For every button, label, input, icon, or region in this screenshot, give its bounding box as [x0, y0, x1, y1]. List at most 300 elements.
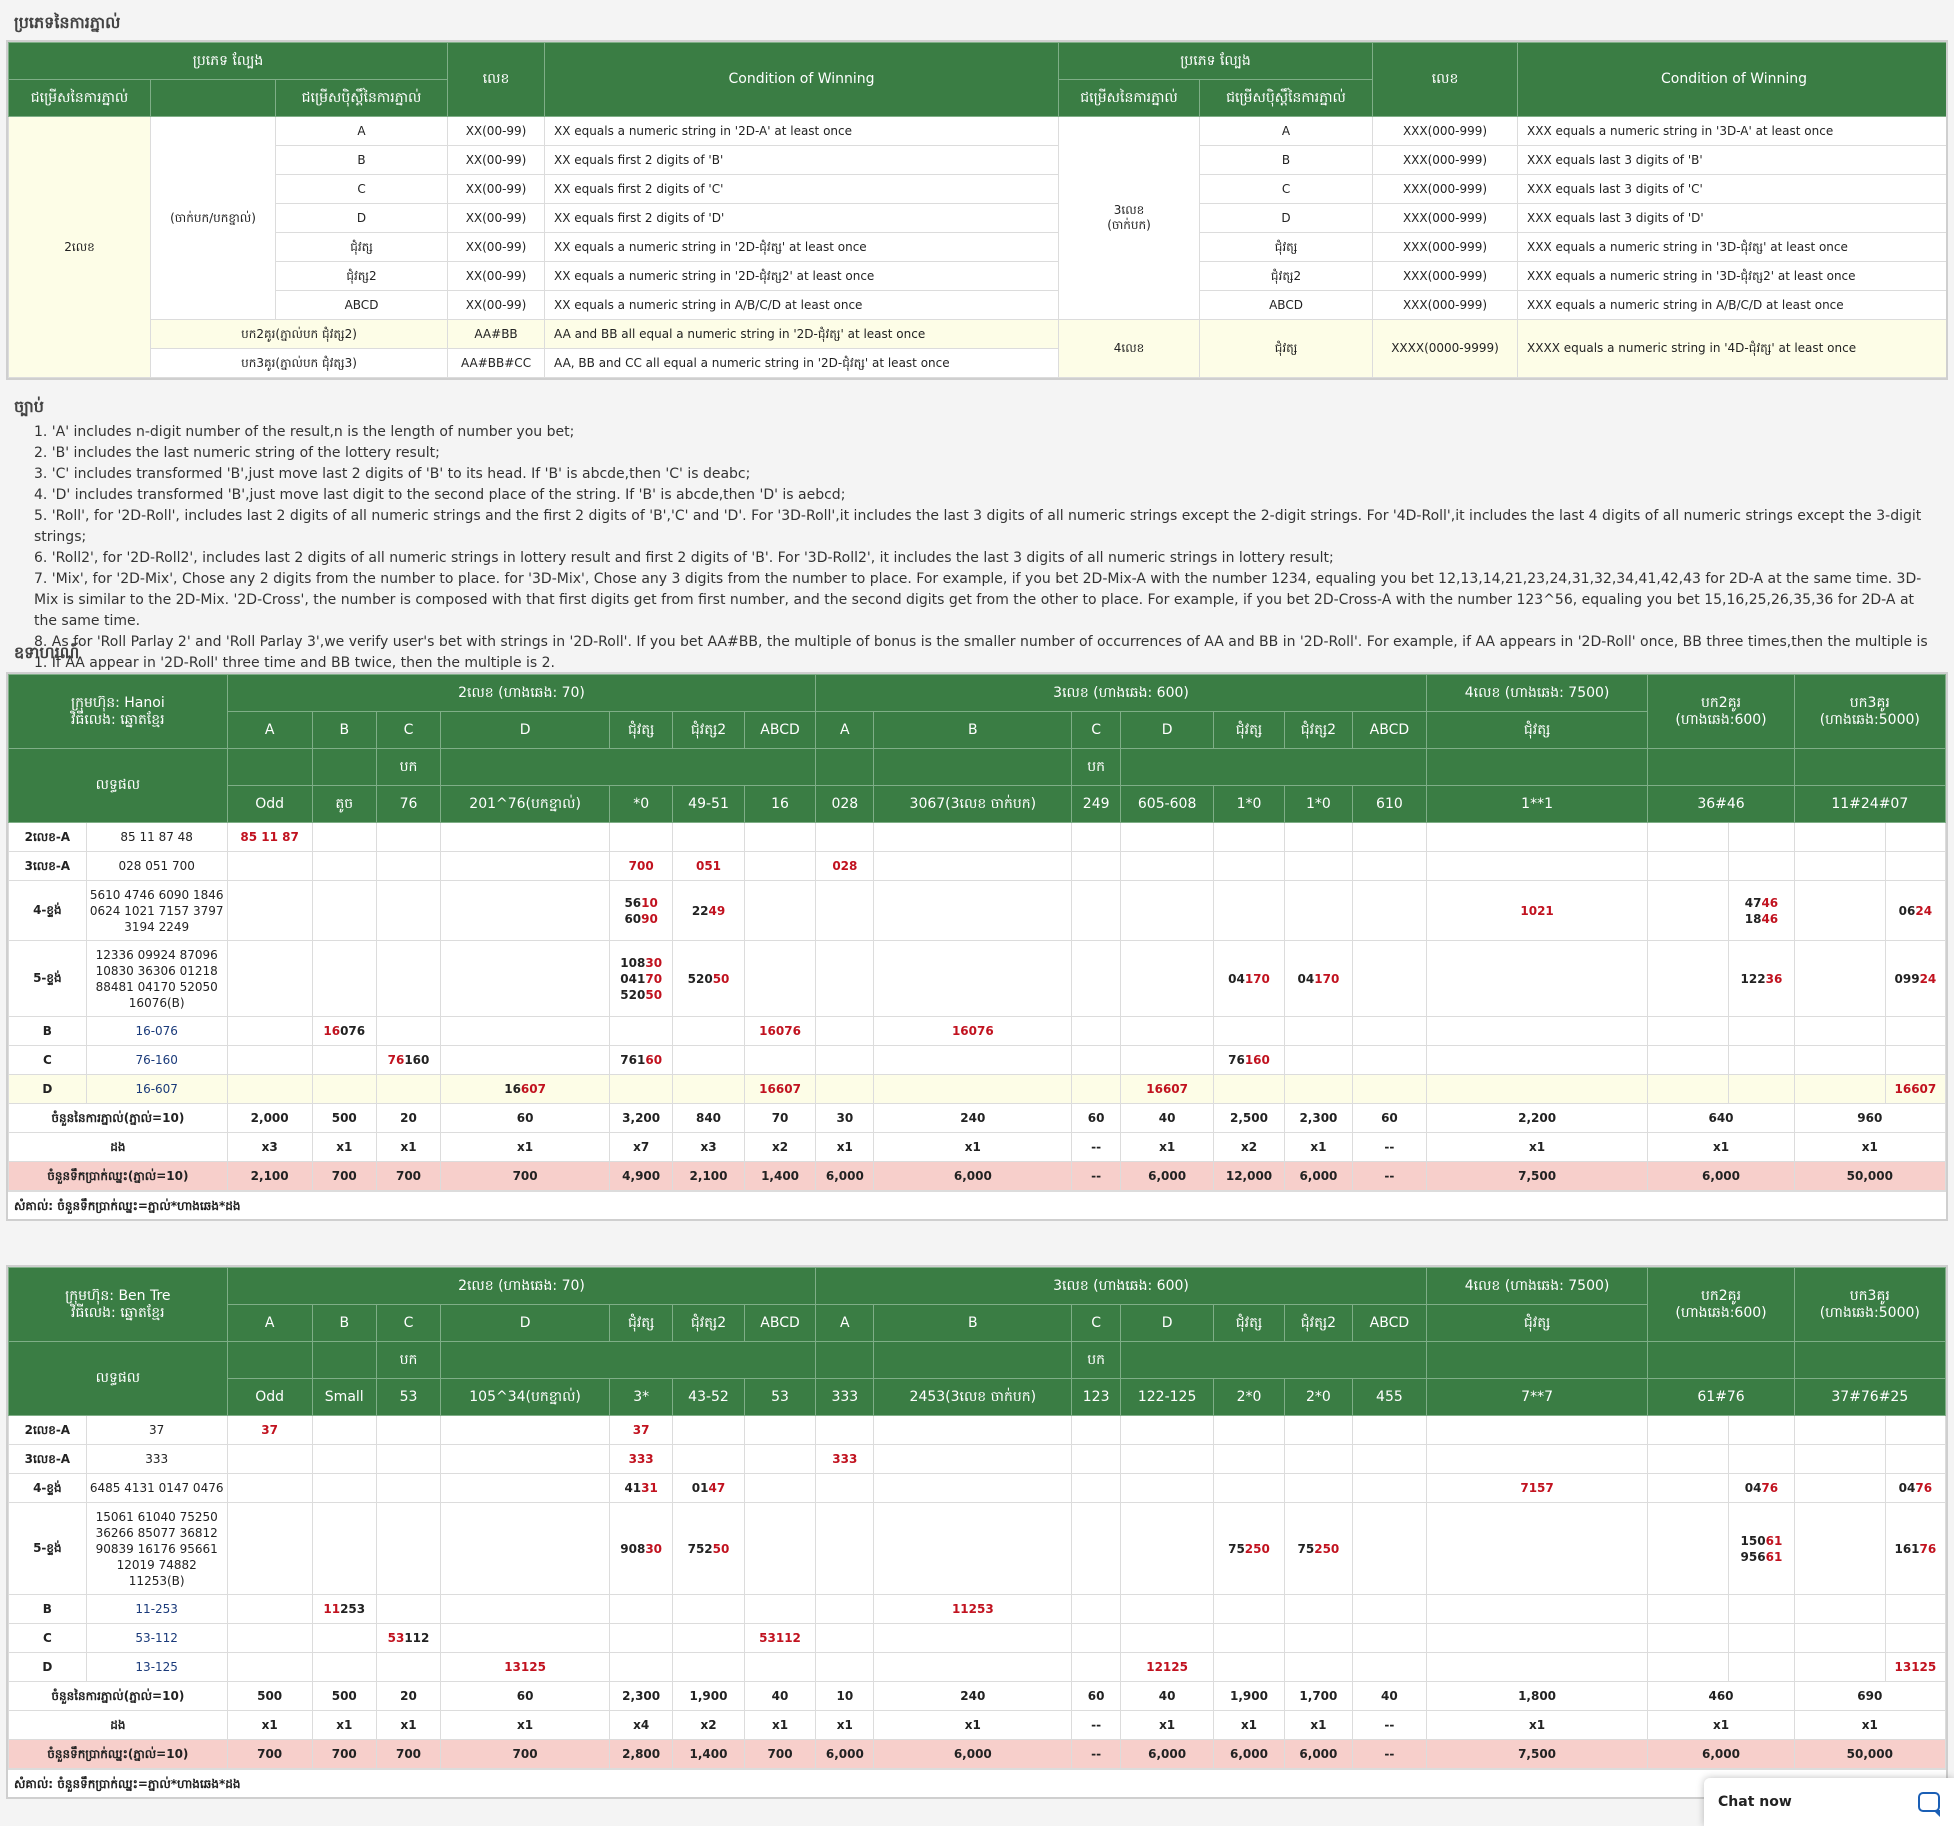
rule-item: 5. 'Roll', for '2D-Roll', includes last 2 digits of all numeric strings and the first 2 digits of 'B','C' and 'D'. For '3D-Roll',it includes the last 3 digits of all numeric strings except the 2-digit strings. For '4D-Roll',it includes the last 4 digits of all numeric strings except the 3-digit strings; — [34, 508, 1922, 545]
match-cell — [874, 1653, 1072, 1682]
match-cell — [673, 881, 745, 941]
match-cell — [1426, 1653, 1648, 1682]
company-name: Hanoi — [124, 694, 165, 711]
number-format-right: XXX(000-999) — [1373, 204, 1518, 233]
match-cell — [376, 1445, 440, 1474]
match-cell — [1729, 1046, 1794, 1075]
match-cell — [1072, 941, 1121, 1017]
number-format: XX(00-99) — [448, 146, 545, 175]
match-cell — [1214, 1624, 1284, 1653]
match-cell — [1426, 1075, 1648, 1104]
rule-item: 8. As for 'Roll Parlay 2' and 'Roll Parlay 3',we verify user's bet with strings in '2D-Roll'. If you bet AA#BB, the multiple of bonus is the smaller number of occurrences of AA and BB in '2D-Roll'. For example, if AA appears in '2D-Roll' once, BB three times,then the multiple is 1. If AA appear in '2D-Roll' three time and BB twice, then the multiple is 2. — [34, 634, 1928, 671]
digits: 04 — [1297, 971, 1315, 986]
result-line: 6485 4131 0147 0476 — [89, 1481, 224, 1495]
col-2d: D — [441, 712, 610, 749]
match-cell — [610, 1624, 673, 1653]
summary-value: 2,300 — [1284, 1104, 1352, 1133]
bet-number: 53 — [744, 1379, 816, 1416]
match-cell — [610, 1075, 673, 1104]
match-cell — [874, 1017, 1072, 1046]
summary-value: x1 — [312, 1711, 376, 1740]
summary-value: 6,000 — [1214, 1740, 1284, 1769]
rule-item: 1. 'A' includes n-digit number of the result,n is the length of number you bet; — [34, 424, 575, 440]
match-cell — [1121, 1017, 1214, 1046]
summary-value: 460 — [1648, 1682, 1794, 1711]
summary-value: x1 — [1284, 1711, 1352, 1740]
result-header: លទ្ធផល — [9, 1342, 228, 1416]
result-numbers — [86, 1445, 227, 1474]
col-2d: ABCD — [744, 712, 816, 749]
four-digit-sub-option: ជុំវត្ស — [1200, 320, 1373, 378]
col-3d: ជុំវត្ស — [1214, 712, 1284, 749]
match-cell — [312, 1017, 376, 1046]
match-cell — [1648, 1017, 1729, 1046]
match-cell — [1648, 941, 1729, 1017]
result-numbers — [86, 1595, 227, 1624]
match-cell — [1121, 941, 1214, 1017]
match-cell — [874, 1416, 1072, 1445]
match-cell — [1120, 1624, 1213, 1653]
digits: 76 — [1228, 1053, 1245, 1067]
result-numbers — [86, 1017, 227, 1046]
result-row — [9, 1595, 1946, 1624]
match-cell — [1072, 881, 1121, 941]
col-2d: ABCD — [744, 1305, 816, 1342]
summary-value: x1 — [1794, 1133, 1945, 1162]
result-line: 15061 61040 75250 — [95, 1509, 218, 1524]
digits: 108 — [620, 955, 646, 970]
result-numbers — [86, 1046, 227, 1075]
header-sub-option: ជម្រើសបុិស្តិ៍នៃការភ្នាល់ — [276, 80, 448, 117]
summary-value: x1 — [1120, 1711, 1213, 1740]
match-cell — [673, 1416, 745, 1445]
digits: 253 — [340, 1602, 366, 1616]
match-cell — [1794, 823, 1885, 852]
summary-value: -- — [1072, 1162, 1121, 1191]
parlay-row — [9, 320, 1949, 349]
result-line: 028 051 700 — [118, 859, 195, 873]
digits: 75 — [1228, 1541, 1245, 1556]
match-cell — [312, 1503, 376, 1595]
match-cell — [1072, 1075, 1121, 1104]
summary-value: x1 — [874, 1133, 1072, 1162]
match-cell — [1284, 1075, 1352, 1104]
match-cell — [874, 1046, 1072, 1075]
sub-option: B — [276, 146, 448, 175]
summary-value: 40 — [744, 1682, 816, 1711]
summary-value: x1 — [441, 1133, 610, 1162]
match-cell — [1885, 1017, 1945, 1046]
col-3d: ជុំវត្ស — [1214, 1305, 1284, 1342]
digits: 01 — [691, 1481, 709, 1495]
col-4d: ជុំវត្ស — [1426, 712, 1648, 749]
summary-value: 2,300 — [610, 1682, 673, 1711]
match-cell — [610, 1017, 673, 1046]
digits: 752 — [687, 1541, 713, 1556]
bet-type-row — [9, 204, 1949, 233]
match-cell — [1353, 1503, 1427, 1595]
hit-digits: 170 — [1314, 971, 1340, 986]
match-cell — [816, 1503, 874, 1595]
match-cell — [227, 1503, 312, 1595]
match-cell — [610, 1445, 673, 1474]
sub-option-right: A — [1200, 117, 1373, 146]
header-option-right: ជម្រើសនៃការភ្នាល់ — [1059, 80, 1200, 117]
bet-number: 028 — [816, 786, 874, 823]
match-cell — [1426, 1046, 1648, 1075]
summary-value: x1 — [1426, 1133, 1648, 1162]
bet-number: 123 — [1072, 1379, 1121, 1416]
bet-type-row — [9, 262, 1949, 291]
match-cell — [1121, 1046, 1214, 1075]
parlay2-label: បក2គូរ — [1701, 1287, 1742, 1304]
match-cell — [1284, 881, 1352, 941]
match-cell — [312, 823, 376, 852]
bak-label: បក — [376, 749, 440, 786]
summary-value: 6,000 — [1284, 1162, 1352, 1191]
summary-label: ចំនួនទឹកប្រាក់ឈ្នះ(ភ្នាល់=10) — [9, 1162, 228, 1191]
result-line: 12336 09924 87096 — [95, 947, 218, 962]
result-numbers — [86, 1416, 227, 1445]
match-cell — [1729, 1075, 1794, 1104]
result-line: 16-607 — [135, 1082, 178, 1096]
match-cell — [610, 1046, 673, 1075]
blank-head — [1794, 749, 1945, 786]
hit-digits: 37 — [261, 1423, 278, 1437]
summary-value: 60 — [1353, 1104, 1427, 1133]
summary-value: x1 — [376, 1711, 440, 1740]
result-numbers — [86, 941, 227, 1017]
summary-value: 2,100 — [673, 1162, 745, 1191]
summary-value: 840 — [673, 1104, 745, 1133]
result-line: 11-253 — [135, 1602, 178, 1616]
hit-digits: 160 — [1244, 1053, 1270, 1067]
match-cell — [312, 852, 376, 881]
blank-head — [816, 749, 874, 786]
match-cell — [1794, 1595, 1885, 1624]
blank-head — [1426, 749, 1648, 786]
bak-label: បក — [1072, 749, 1121, 786]
match-cell — [610, 1653, 673, 1682]
match-cell — [376, 1474, 440, 1503]
bet-type-row — [9, 291, 1949, 320]
match-cell — [1353, 1046, 1427, 1075]
prize-label: B — [9, 1595, 87, 1624]
company-prefix: ក្រុមហ៊ុន: — [70, 694, 125, 711]
bet-number: 122-125 — [1120, 1379, 1213, 1416]
match-cell — [673, 1595, 745, 1624]
summary-value: 7,500 — [1426, 1740, 1648, 1769]
summary-value: 6,000 — [874, 1740, 1072, 1769]
match-cell — [1121, 852, 1214, 881]
summary-value: 6,000 — [1120, 1740, 1213, 1769]
match-cell — [227, 1653, 312, 1682]
result-line: 3194 2249 — [124, 919, 190, 934]
summary-label: ចំនួនទឹកប្រាក់ឈ្នះ(ភ្នាល់=10) — [9, 1740, 228, 1769]
hit-digits: 85 11 87 — [240, 830, 299, 844]
match-cell — [874, 1474, 1072, 1503]
number-format-right: XXX(000-999) — [1373, 262, 1518, 291]
match-cell — [1729, 1416, 1794, 1445]
parlay-sub-option: បក2គូរ(ភ្នាល់បក ជុំវត្ស2) — [151, 320, 448, 349]
bet-number: 455 — [1353, 1379, 1427, 1416]
match-cell — [1072, 852, 1121, 881]
match-cell — [816, 1474, 874, 1503]
hit-digits: 50 — [712, 971, 730, 986]
summary-value: x1 — [1648, 1133, 1794, 1162]
hit-digits: 170 — [1244, 971, 1270, 986]
match-cell — [441, 941, 610, 1017]
sub-option: ABCD — [276, 291, 448, 320]
match-cell — [1426, 852, 1648, 881]
match-cell — [610, 941, 673, 1017]
result-row — [9, 941, 1946, 1017]
summary-value: 640 — [1648, 1104, 1794, 1133]
hit-digits: 333 — [832, 1452, 858, 1466]
number-format: XX(00-99) — [448, 262, 545, 291]
header-type-left: ប្រភេទ ល្បែង — [9, 43, 448, 80]
blank-head — [1648, 749, 1794, 786]
summary-value: 700 — [312, 1740, 376, 1769]
match-cell — [1794, 941, 1885, 1017]
match-cell — [1794, 852, 1885, 881]
match-cell — [227, 823, 312, 852]
col-2d: B — [312, 712, 376, 749]
summary-value: x1 — [744, 1711, 816, 1740]
match-cell — [673, 852, 745, 881]
sub-option-right: ជុំវត្ស2 — [1200, 262, 1373, 291]
match-cell — [441, 1595, 610, 1624]
summary-value: 2,100 — [227, 1162, 312, 1191]
col-3d: A — [816, 1305, 874, 1342]
summary-value: x4 — [610, 1711, 673, 1740]
match-cell — [816, 881, 874, 941]
match-cell — [227, 852, 312, 881]
summary-value: 3,200 — [610, 1104, 673, 1133]
hit-digits: 60 — [645, 1053, 663, 1067]
hit-digits: 53112 — [759, 1631, 801, 1645]
rule-item: 6. 'Roll2', for '2D-Roll2', includes last 2 digits of all numeric strings in lottery result and first 2 digits of 'B'. For '3D-Roll2', it includes the last 3 digits of all numeric strings in lottery result; — [34, 550, 1334, 566]
number-format-right: XXX(000-999) — [1373, 117, 1518, 146]
col-3d: B — [874, 712, 1072, 749]
bet-number: 1**1 — [1426, 786, 1648, 823]
group-2d: 2លេខ (ហាងឆេង: 70) — [227, 675, 816, 712]
digits: 956 — [1740, 1549, 1766, 1564]
match-cell — [376, 823, 440, 852]
match-cell — [1729, 852, 1794, 881]
match-cell — [816, 1075, 874, 1104]
match-cell — [1729, 881, 1794, 941]
col-3d: D — [1121, 712, 1214, 749]
match-cell — [874, 1595, 1072, 1624]
match-cell — [1284, 1595, 1352, 1624]
hit-digits: 53 — [387, 1631, 405, 1645]
chat-now-button[interactable] — [1704, 1778, 1954, 1826]
summary-value: 12,000 — [1214, 1162, 1284, 1191]
summary-value: x2 — [673, 1711, 745, 1740]
result-row — [9, 1503, 1946, 1595]
sub-option-right: D — [1200, 204, 1373, 233]
parlay-number-format: AA#BB#CC — [448, 349, 545, 378]
summary-value: x2 — [744, 1133, 816, 1162]
digits: 150 — [1740, 1533, 1766, 1548]
summary-value: 6,000 — [874, 1162, 1072, 1191]
win-condition-right: XXX equals last 3 digits of 'B' — [1518, 146, 1948, 175]
match-cell — [1353, 1445, 1427, 1474]
summary-value: 1,800 — [1426, 1682, 1648, 1711]
match-cell — [744, 852, 816, 881]
rules-title: ច្បាប់ — [14, 397, 44, 416]
col-3d: B — [874, 1305, 1072, 1342]
parlay2-odds: (ហាងឆេង:600) — [1675, 711, 1767, 728]
win-condition-right: XXX equals a numeric string in '3D-ជុំវត្ស2' at least once — [1518, 262, 1948, 291]
hit-digits: 1021 — [1520, 903, 1554, 918]
blank-head — [1794, 1342, 1945, 1379]
summary-value: x1 — [376, 1133, 440, 1162]
match-cell — [673, 823, 745, 852]
match-cell — [1729, 1595, 1794, 1624]
match-cell — [1794, 1416, 1885, 1445]
win-condition-right: XXX equals last 3 digits of 'C' — [1518, 175, 1948, 204]
summary-value: x7 — [610, 1133, 673, 1162]
sub-option: C — [276, 175, 448, 204]
bet-number: 53 — [376, 1379, 440, 1416]
bet-type-row — [9, 117, 1949, 146]
group-3d: 3លេខ (ហាងឆេង: 600) — [816, 1268, 1426, 1305]
match-cell — [610, 1416, 673, 1445]
result-line: 16076(B) — [128, 995, 185, 1010]
match-cell — [312, 1416, 376, 1445]
result-row — [9, 1624, 1946, 1653]
result-line: 85 11 87 48 — [120, 830, 193, 844]
match-cell — [610, 1474, 673, 1503]
match-cell — [1284, 823, 1352, 852]
match-cell — [1120, 1416, 1213, 1445]
prize-label: D — [9, 1075, 87, 1104]
match-cell — [376, 941, 440, 1017]
summary-value: x1 — [1426, 1711, 1648, 1740]
summary-value: 6,000 — [1121, 1162, 1214, 1191]
match-cell — [874, 1624, 1072, 1653]
hit-digits: 10 — [641, 895, 658, 910]
hit-digits: 46 — [1761, 911, 1779, 926]
bak-label: បក — [376, 1342, 440, 1379]
match-cell — [441, 1416, 610, 1445]
number-format-right: XXX(000-999) — [1373, 146, 1518, 175]
blank-head — [441, 749, 816, 786]
parlay2-odds: (ហាងឆេង:600) — [1675, 1304, 1767, 1321]
summary-value: x1 — [227, 1711, 312, 1740]
summary-value: 500 — [227, 1682, 312, 1711]
number-format: XX(00-99) — [448, 204, 545, 233]
blank-head — [1426, 1342, 1648, 1379]
summary-value: x3 — [227, 1133, 312, 1162]
play-method: វិធីលេង: ឆ្នោតខ្មែរ — [71, 1304, 165, 1321]
match-cell — [1729, 1624, 1794, 1653]
match-cell — [312, 1474, 376, 1503]
bet-number: 2453(3លេខ ចាក់បក) — [874, 1379, 1072, 1416]
match-cell — [376, 1653, 440, 1682]
hit-digits: 50 — [645, 987, 663, 1002]
match-cell — [610, 1503, 673, 1595]
summary-value: 10 — [816, 1682, 874, 1711]
match-cell — [1885, 1046, 1945, 1075]
bet-number: 1*0 — [1214, 786, 1284, 823]
match-cell — [227, 881, 312, 941]
company-name: Ben Tre — [118, 1287, 171, 1304]
digits: 75 — [1297, 1541, 1315, 1556]
summary-value: 7,500 — [1426, 1162, 1648, 1191]
parlay3-odds: (ហាងឆេង:5000) — [1819, 711, 1920, 728]
bet-number: 3067(3លេខ ចាក់បក) — [874, 786, 1072, 823]
three-digit-label: 3លេខ (ចាក់បក) — [1059, 117, 1200, 320]
bet-types-table — [6, 40, 1948, 380]
match-cell — [673, 941, 745, 1017]
header-empty — [151, 80, 276, 117]
prize-label: 5-ខ្ទង់ — [9, 941, 87, 1017]
match-cell — [441, 1474, 610, 1503]
match-cell — [816, 1017, 874, 1046]
play-method: វិធីលេង: ឆ្នោតខ្មែរ — [71, 711, 165, 728]
hit-digits: 16607 — [759, 1082, 801, 1096]
summary-row-mult — [9, 1711, 1946, 1740]
hit-digits: 30 — [645, 955, 663, 970]
summary-value: 700 — [312, 1162, 376, 1191]
summary-value: x1 — [441, 1711, 610, 1740]
digits: 18 — [1744, 911, 1762, 926]
summary-row-win — [9, 1162, 1946, 1191]
hit-digits: 36 — [1765, 971, 1783, 986]
chat-now-label: Chat now — [1718, 1794, 1792, 1810]
blank-head — [1120, 1342, 1426, 1379]
summary-value: 1,700 — [1284, 1682, 1352, 1711]
match-cell — [312, 1046, 376, 1075]
match-cell — [227, 1046, 312, 1075]
win-condition: XX equals a numeric string in A/B/C/D at least once — [545, 291, 1059, 320]
match-cell — [744, 1075, 816, 1104]
blank-head — [441, 1342, 816, 1379]
number-format: XX(00-99) — [448, 175, 545, 204]
blank-head — [874, 1342, 1072, 1379]
summary-value: 70 — [744, 1104, 816, 1133]
match-cell — [1885, 852, 1945, 881]
match-cell — [1426, 1416, 1648, 1445]
digits: 56 — [624, 895, 642, 910]
summary-row-count — [9, 1104, 1946, 1133]
digits: 076 — [340, 1024, 366, 1038]
match-cell — [1072, 1017, 1121, 1046]
number-format: XX(00-99) — [448, 117, 545, 146]
examples-title: ឧទាហរណ៍ — [14, 643, 80, 662]
hit-digits: 37 — [632, 1423, 650, 1437]
sub-option: D — [276, 204, 448, 233]
example-table-ben-tre — [6, 1265, 1948, 1799]
bet-number: 2*0 — [1214, 1379, 1284, 1416]
win-condition-right: XXX equals last 3 digits of 'D' — [1518, 204, 1948, 233]
bet-number: 49-51 — [673, 786, 745, 823]
prize-label: 3លេខ-A — [9, 852, 87, 881]
summary-value: 6,000 — [816, 1162, 874, 1191]
match-cell — [1885, 823, 1945, 852]
match-cell — [1353, 1653, 1427, 1682]
match-cell — [610, 852, 673, 881]
result-line: 88481 04170 52050 — [95, 979, 218, 994]
summary-value: 60 — [1072, 1682, 1121, 1711]
hit-digits: 16607 — [1894, 1082, 1937, 1096]
match-cell — [1729, 1445, 1794, 1474]
match-cell — [1648, 1046, 1729, 1075]
bet-number: 610 — [1353, 786, 1427, 823]
